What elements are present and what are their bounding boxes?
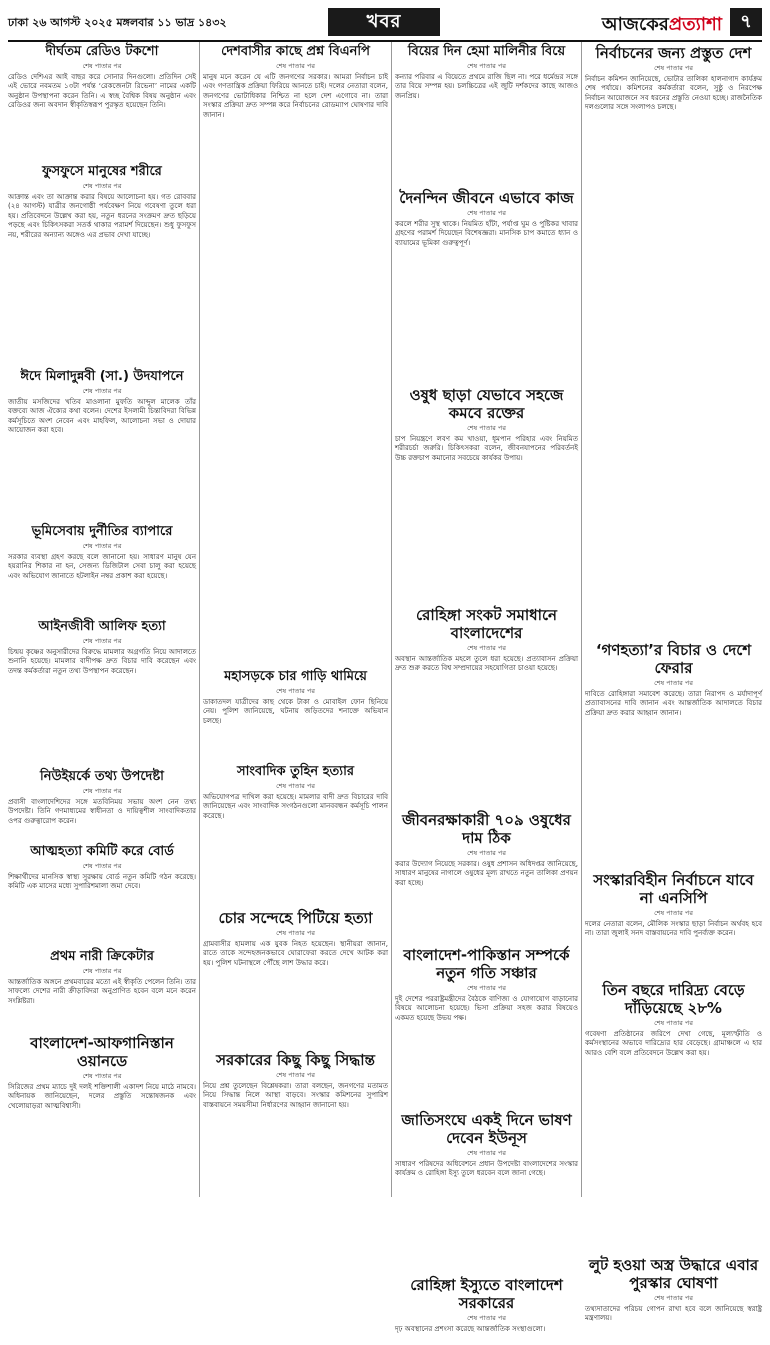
story-text: মানুষ মনে করেন যে এটি জনগণের সরকার। আমরা নির্বাচন চাই এবং গণতান্ত্রিক প্রক্রিয়া ফিরিয়ে আনতে চাই। দলের নেতারা বলেন, জনগণের ভোটাধিকার নিশ্চিত না হলে দেশ এগোবে না। তারা সংস্কার প্রক্রিয়া দ্রুত সম্পন্ন করে নির্বাচনের রোডম্যাপ ঘোষণার দাবি জানান। [203,73,388,119]
story [585,981,762,1250]
story [395,946,578,1105]
story-text: অবস্থান আন্তর্জাতিক মহলে তুলে ধরা হয়েছে। প্রত্যাবাসন প্রক্রিয়া দ্রুত শুরু করতে বিশ্ব সম্প্রদায়ের সহযোগিতা চাওয়া হয়েছে। [395,655,578,673]
continued-label: শেষ পাতার পর [467,849,506,857]
story [203,909,388,1045]
story [8,44,196,158]
story [203,1051,388,1232]
headline: মহাসড়কে চার গাড়ি থামিয়ে [224,669,367,684]
story-text: সিরিজের প্রথম ম্যাচে দুই দলই শক্তিশালী একাদশ নিয়ে মাঠে নামবে। অধিনায়ক জানিয়েছেন, দলের প্রস্তুতি সন্তোষজনক এবং খেলোয়াড়রা আত্মবিশ্বাসী। [8,1083,196,1110]
continued-label: শেষ পাতার পর [467,1314,506,1322]
continued-label: শেষ পাতার পর [467,1149,506,1157]
column-2 [203,42,388,1197]
story-text: ডাকাতদল যাত্রীদের কাছ থেকে টাকা ও মোবাইল ফোন ছিনিয়ে নেয়। পুলিশ জানিয়েছে, ঘটনায় জড়িতদের শনাক্তে অভিযান চলছে। [203,698,388,725]
column-rule [581,42,582,1197]
headline: আইনজীবী আলিফ হত্যা [38,619,166,634]
headline: লুট হওয়া অস্ত্র উদ্ধারে এবার পুরস্কার ঘোষণা [588,1256,759,1292]
story [8,164,196,363]
continued-label: শেষ পাতার পর [654,64,693,72]
continued-label: শেষ পাতার পর [467,984,506,992]
continued-label: শেষ পাতার পর [467,644,506,652]
story-text: গবেষণা প্রতিষ্ঠানের জরিপে দেখা গেছে, মূল্যস্ফীতি ও কর্মসংস্থানের অভাবে দারিদ্র্যের হার বেড়েছে। গ্রামাঞ্চলে এ হার আরও বেশি বলে প্রতিবেদনে উল্লেখ করা হয়। [585,1030,762,1057]
story-text: নির্বাচন কমিশন জানিয়েছে, ভোটার তালিকা হালনাগাদ কার্যক্রম শেষ পর্যায়ে। কমিশনের কর্মকর্তারা বলেন, সুষ্ঠু ও নিরপেক্ষ নির্বাচন আয়োজনে সব ধরনের প্রস্তুতি নেওয়া হচ্ছে। রাজনৈতিক দলগুলোর সঙ্গে সংলাপও চলছে। [585,75,762,112]
headline: প্রথম নারী ক্রিকেটার [50,949,154,964]
story [585,44,762,635]
section-title: খবর [328,8,440,36]
columns [8,42,762,1333]
continued-label: শেষ পাতার পর [276,782,315,790]
story [395,606,578,805]
continued-label: শেষ পাতার পর [654,1019,693,1027]
story-text: দাবিতে রোহিঙ্গারা সমাবেশ করেছে। তারা নিরাপদ ও মর্যাদাপূর্ণ প্রত্যাবাসনের দাবি জানান এবং আন্তর্জাতিক আদালতে বিচার প্রক্রিয়া দ্রুত করার আহ্বান জানান। [585,690,762,717]
continued-label: শেষ পাতার পর [82,387,122,395]
headline: বাংলাদেশ-আফগানিস্তান ওয়ানডে [30,1034,174,1070]
story-text: কন্যার পরিবার এ বিয়েতে প্রথমে রাজি ছিল না। পরে ধর্মেন্দ্রর সঙ্গে তার বিয়ে সম্পন্ন হয়। চলচ্চিত্রের এই জুটি দর্শকদের কাছে আজও জনপ্রিয়। [395,73,578,100]
headline: আত্মহত্যা কমিটি করে বোর্ড [30,844,174,859]
story [8,369,196,518]
story [395,189,578,380]
headline: সরকারের কিছু কিছু সিদ্ধান্ত [216,1051,375,1069]
headline: রোহিঙ্গা সংকট সমাধানে বাংলাদেশের [416,606,557,642]
story [203,44,388,663]
story-text: গ্রামবাসীর হামলায় এক যুবক নিহত হয়েছেন। স্থানীয়রা জানান, রাতে তাকে সন্দেহজনকভাবে ঘোরাফেরা করতে দেখে আটক করা হয়। পুলিশ ঘটনাস্থলে পৌঁছে লাশ উদ্ধার করে। [203,940,388,967]
story-text: অভিযোগপত্র দাখিল করা হয়েছে। মামলার বাদী দ্রুত বিচারের দাবি জানিয়েছেন এবং সাংবাদিক সংগঠনগুলো মানববন্ধন কর্মসূচি পালন করেছে। [203,793,388,820]
story-text: করলে শরীর সুস্থ থাকে। নিয়মিত হাঁটা, পর্যাপ্ত ঘুম ও পুষ্টিকর খাবার গ্রহণের পরামর্শ দিয়েছেন বিশেষজ্ঞরা। মানসিক চাপ কমাতে ধ্যান ও ব্যায়ামের ভূমিকা গুরুত্বপূর্ণ। [395,220,578,247]
story-text: রেডিও দেশিএর আই বাছর করে সোনার দিনগুলো। প্রতিদিন সেই এই ভোরে নবমতম ১৩টা পর্যন্ত ‘রেকজেনটা রিভেনা’ নামের একটি অনুষ্ঠান উপস্থাপনা করেন তিনি। এ স্বচ্ছ বৈশ্বিক বিষয় অনুষ্ঠান এবং রেডিওর জন্য অবদান স্বীকৃতিস্বরূপ পুরস্কৃত হয়েছেন তিনি। [8,73,196,110]
headline: বাংলাদেশ-পাকিস্তান সম্পর্কে নতুন গতি সঞ্চার [403,946,570,982]
headline: দীর্ঘতম রেডিও টকশো [45,44,159,59]
story [8,949,196,1028]
continued-label: শেষ পাতার পর [82,862,122,870]
newspaper-logo [602,10,722,41]
page-number: ৭ [730,8,762,36]
story [585,1256,762,1323]
column-rule [199,42,200,1197]
headline: রোহিঙ্গা ইস্যুতে বাংলাদেশ সরকারের [410,1276,563,1312]
column-3 [395,42,578,1333]
story-text: দৃঢ় অবস্থানের প্রশংসা করেছে আন্তর্জাতিক সংস্থাগুলো। [395,1325,546,1333]
story-text: করার উদ্যোগ নিয়েছে সরকার। ওষুধ প্রশাসন অধিদপ্তর জানিয়েছে, সাধারণ মানুষের নাগালে ওষুধের মূল্য রাখতে নতুন তালিকা প্রণয়ন করা হচ্ছে। [395,860,578,887]
continued-label: শেষ পাতার পর [276,62,315,70]
headline: সাংবাদিক তুহিন হত্যার [237,764,354,779]
continued-label: শেষ পাতার পর [276,1071,315,1079]
continued-label: শেষ পাতার পর [82,787,122,795]
story [395,811,578,940]
headline: তিন বছরে দারিদ্র্য বেড়ে দাঁড়িয়েছে ২৮% [602,981,745,1017]
story [8,1034,196,1203]
column-4 [585,42,762,1323]
story [395,1276,578,1345]
continued-label: শেষ পাতার পর [82,1072,122,1080]
headline: ঈদে মিলাদুন্নবী (সা.) উদযাপনে [20,369,184,384]
continued-label: শেষ পাতার পর [82,637,122,645]
headline: ‘গণহত্যা’র বিচার ও দেশে ফেরার [595,641,752,677]
story [585,871,762,975]
headline: বিয়ের দিন হেমা মালিনীর বিয়ে [407,44,566,59]
headline: ওষুধ ছাড়া যেভাবে সহজে কমবে রক্তের [409,386,564,422]
brand-black: আজকের [601,14,669,35]
story-text: শিক্ষার্থীদের মানসিক স্বাস্থ্য সুরক্ষায় বোর্ড নতুন কমিটি গঠন করেছে। কমিটি এক মাসের মধ্যে সুপারিশমালা জমা দেবে। [8,873,196,891]
headline: নিউইয়র্কে তথ্য উপদেষ্টা [40,769,164,784]
story-text: আক্রান্ত এবং তা আক্রান্ত করার বিষয়ে আলোচনা হয়। গত রোববার (২৪ আগস্ট) যাত্রীর জনগোষ্ঠী পর্যবেক্ষণ নিয়ে গবেষণা তুলে ধরা হয়। প্রতিবেদনে উল্লেখ করা হয়, নতুন ধরনের সংক্রমণ দ্রুত ছড়িয়ে পড়ছে এবং চিকিৎসকরা সতর্ক থাকার পরামর্শ দিয়েছেন। শুধু ফুসফুস নয়, শরীরের অন্যান্য অঙ্গেও এর প্রভাব দেখা যাচ্ছে। [8,193,196,239]
headline: ফুসফুসে মানুষের শরীরে [42,164,162,179]
issue-date: ঢাকা ২৬ আগস্ট ২০২৫ মঙ্গলবার ১১ ভাদ্র ১৪৩২ [8,15,227,29]
story [395,44,578,183]
story [585,641,762,865]
continued-label: শেষ পাতার পর [82,967,122,975]
headline: সংস্কারবিহীন নির্বাচনে যাবে না এনসিপি [593,871,754,907]
column-1 [8,42,196,1197]
continued-label: শেষ পাতার পর [82,62,122,70]
story-text: নিয়ে প্রশ্ন তুলেছেন বিশ্লেষকরা। তারা বলছেন, জনগণের মতামত নিয়ে সিদ্ধান্ত নিলে আস্থা বাড়বে। সংস্কার কমিশনের সুপারিশ বাস্তবায়নে সময়সীমা নির্ধারণের আহ্বান জানানো হয়। [203,1082,388,1109]
story-text: আন্তর্জাতিক অঙ্গনে প্রথমবারের মতো এই স্বীকৃতি পেলেন তিনি। তার সাফল্যে দেশের নারী ক্রীড়াবিদরা অনুপ্রাণিত হবেন বলে মনে করেন সংশ্লিষ্টরা। [8,978,196,1005]
headline: দৈনন্দিন জীবনে এভাবে কাজ [399,189,574,207]
story [395,386,578,600]
continued-label: শেষ পাতার পর [654,909,693,917]
story [395,1111,578,1270]
story-text: সরকার ব্যবস্থা গ্রহণ করছে বলে জানানো হয়। সাধারণ মানুষ যেন হয়রানির শিকার না হন, সেজন্য ডিজিটাল সেবা চালু করা হয়েছে এবং অভিযোগ জানাতে হটলাইন নম্বর প্রকাশ করা হয়েছে। [8,553,196,580]
story-text: চাপ নিয়ন্ত্রণে লবণ কম খাওয়া, ধূমপান পরিহার এবং নিয়মিত শরীরচর্চা জরুরি। চিকিৎসকরা বলেন, জীবনযাপনের পরিবর্তনই উচ্চ রক্তচাপ কমানোর সবচেয়ে কার্যকর উপায়। [395,435,578,462]
masthead [8,6,762,42]
story-text: দুই দেশের পররাষ্ট্রমন্ত্রীদের বৈঠকে বাণিজ্য ও যোগাযোগ বাড়ানোর বিষয়ে আলোচনা হয়েছে। ভিসা প্রক্রিয়া সহজ করার বিষয়েও একমত হয়েছে উভয় পক্ষ। [395,995,578,1022]
column-rule [391,42,392,1197]
continued-label: শেষ পাতার পর [467,62,506,70]
story-text: তথ্যদাতাদের পরিচয় গোপন রাখা হবে বলে জানিয়েছে স্বরাষ্ট্র মন্ত্রণালয়। [585,1305,762,1323]
continued-label: শেষ পাতার পর [276,687,315,695]
story [8,524,196,613]
story-text: চিন্ময় কৃষ্ণের অনুসারীদের বিরুদ্ধে মামলার অগ্রগতি নিয়ে আদালতে শুনানি হয়েছে। মামলার বাদীপক্ষ দ্রুত বিচার দাবি করেছেন এবং তদন্ত কর্মকর্তারা নতুন তথ্য উপস্থাপন করেছেন। [8,648,196,675]
story [203,764,388,903]
continued-label: শেষ পাতার পর [82,542,122,550]
continued-label: শেষ পাতার পর [82,182,122,190]
story [8,619,196,763]
headline: জীবনরক্ষাকারী ৭০৯ ওষুধের দাম ঠিক [402,811,571,847]
story-text: সাধারণ পরিষদের অধিবেশনে প্রধান উপদেষ্টা বাংলাদেশের সংস্কার কার্যক্রম ও রোহিঙ্গা ইস্যু তুলে ধরবেন বলে জানা গেছে। [395,1160,578,1178]
headline: চোর সন্দেহে পিটিয়ে হত্যা [218,909,373,927]
continued-label: শেষ পাতার পর [467,424,506,432]
story-text: প্রবাসী বাংলাদেশিদের সঙ্গে মতবিনিময় সভায় অংশ নেন তথ্য উপদেষ্টা। তিনি গণমাধ্যমের স্বাধীনতা ও দায়িত্বশীল সাংবাদিকতার ওপর গুরুত্বারোপ করেন। [8,798,196,825]
continued-label: শেষ পাতার পর [654,1294,693,1302]
brand-red: প্রত্যাশা [668,14,722,35]
continued-label: শেষ পাতার পর [654,679,693,687]
story-text: জাতীয় মসজিদের খতিব মাওলানা মুফতি আব্দুল মালেক তাঁর বক্তব্যে আজ ঐক্যের কথা বলেন। দেশের ইসলামী চিন্তাবিদরা বিভিন্ন কর্মসূচিতে অংশ নেবেন এবং মাহফিল, আলোচনা সভা ও দোয়ার আয়োজন করা হবে। [8,398,196,435]
continued-label: শেষ পাতার পর [467,209,506,217]
headline: দেশবাসীর কাছে প্রশ্ন বিএনপি [221,44,370,59]
headline: নির্বাচনের জন্য প্রস্তুত দেশ [595,44,752,62]
story [8,844,196,943]
headline: জাতিসংঘে একই দিনে ভাষণ দেবেন ইউনূস [401,1111,572,1147]
story-text: দলের নেতারা বলেন, মৌলিক সংস্কার ছাড়া নির্বাচন অর্থবহ হবে না। তারা জুলাই সনদ বাস্তবায়নের দাবি পুনর্ব্যক্ত করেন। [585,920,762,938]
headline: ভূমিসেবায় দুর্নীতির ব্যাপারে [31,524,173,539]
story [203,669,388,758]
story [8,769,196,838]
continued-label: শেষ পাতার পর [276,929,315,937]
